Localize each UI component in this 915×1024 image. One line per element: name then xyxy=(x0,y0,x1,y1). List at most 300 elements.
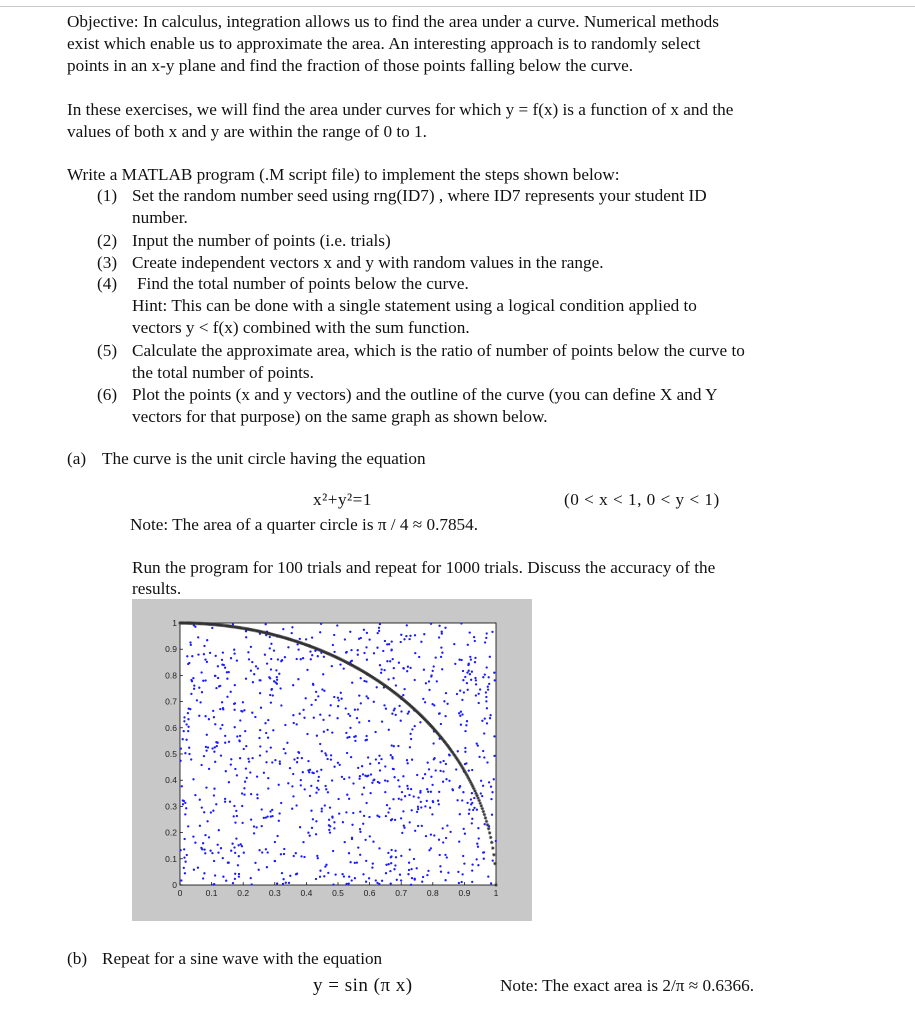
data-point xyxy=(457,750,459,752)
data-point xyxy=(292,773,294,775)
data-point xyxy=(317,788,319,790)
y-tick-label: 0.1 xyxy=(165,853,177,864)
data-point xyxy=(208,836,210,838)
data-point xyxy=(358,778,360,780)
data-point xyxy=(193,869,195,871)
data-point xyxy=(368,638,370,640)
data-point xyxy=(462,791,464,793)
data-point xyxy=(427,761,429,763)
data-point xyxy=(297,678,299,680)
data-point xyxy=(400,710,402,712)
data-point xyxy=(241,710,243,712)
data-point xyxy=(428,689,430,691)
data-point xyxy=(461,873,463,875)
data-point xyxy=(323,875,325,877)
data-point xyxy=(357,649,359,651)
data-point xyxy=(315,820,317,822)
data-point xyxy=(453,643,455,645)
data-point xyxy=(390,856,392,858)
data-point xyxy=(390,849,392,851)
data-point xyxy=(206,661,208,663)
data-point xyxy=(310,785,312,787)
data-point xyxy=(470,798,472,800)
data-point xyxy=(348,852,350,854)
data-point xyxy=(432,801,434,803)
data-point xyxy=(242,701,244,703)
data-point xyxy=(466,671,468,673)
data-point xyxy=(482,851,484,853)
data-point xyxy=(192,677,194,679)
data-point xyxy=(251,712,253,714)
data-point xyxy=(380,758,382,760)
data-point xyxy=(316,770,318,772)
data-point xyxy=(471,792,473,794)
data-point xyxy=(390,862,392,864)
data-point xyxy=(376,647,378,649)
data-point xyxy=(374,731,376,733)
x-tick-label: 0.4 xyxy=(300,888,313,898)
data-point xyxy=(352,782,354,784)
data-point xyxy=(439,865,441,867)
data-point xyxy=(287,782,289,784)
data-point xyxy=(219,685,221,687)
data-point xyxy=(359,775,361,777)
data-point xyxy=(276,679,278,681)
data-point xyxy=(213,716,215,718)
data-point xyxy=(215,655,217,657)
y-tick-label: 0.6 xyxy=(165,722,177,733)
data-point xyxy=(230,758,232,760)
data-point xyxy=(476,858,478,860)
data-point xyxy=(345,707,347,709)
data-point xyxy=(284,752,286,754)
data-point xyxy=(181,785,183,787)
data-point xyxy=(234,852,236,854)
data-point xyxy=(238,875,240,877)
data-point xyxy=(387,811,389,813)
data-point xyxy=(457,871,459,873)
data-point xyxy=(230,657,232,659)
data-point xyxy=(331,779,333,781)
data-point xyxy=(384,640,386,642)
data-point xyxy=(410,868,412,870)
data-point xyxy=(460,622,462,624)
data-point xyxy=(485,696,487,698)
data-point xyxy=(400,634,402,636)
data-point xyxy=(309,795,311,797)
data-point xyxy=(303,856,305,858)
data-point xyxy=(388,643,390,645)
data-point xyxy=(217,844,219,846)
data-point xyxy=(401,832,403,834)
data-point xyxy=(351,824,353,826)
data-point xyxy=(280,660,282,662)
data-point xyxy=(387,678,389,680)
data-point xyxy=(357,846,359,848)
x-tick-label: 0.8 xyxy=(426,888,439,898)
data-point xyxy=(199,799,201,801)
data-point xyxy=(477,864,479,866)
data-point xyxy=(310,704,312,706)
data-point xyxy=(472,809,474,811)
data-point xyxy=(239,740,241,742)
data-point xyxy=(485,691,487,693)
data-point xyxy=(250,646,252,648)
data-point xyxy=(381,880,383,882)
data-point xyxy=(250,818,252,820)
data-point xyxy=(207,746,209,748)
data-point xyxy=(238,855,240,857)
data-point xyxy=(279,763,281,765)
data-point xyxy=(348,798,350,800)
data-point xyxy=(285,882,287,884)
data-point xyxy=(280,853,282,855)
data-point xyxy=(270,643,272,645)
data-point xyxy=(293,758,295,760)
data-point xyxy=(264,654,266,656)
data-point xyxy=(301,757,303,759)
data-point xyxy=(461,713,463,715)
data-point xyxy=(487,875,489,877)
data-point xyxy=(395,684,397,686)
data-point xyxy=(220,754,222,756)
data-point xyxy=(333,821,335,823)
data-point xyxy=(388,863,390,865)
data-point xyxy=(416,811,418,813)
part-b-equation: y = sin (π x) xyxy=(313,975,413,996)
data-point xyxy=(243,748,245,750)
data-point xyxy=(324,804,326,806)
data-point xyxy=(245,636,247,638)
data-point xyxy=(324,865,326,867)
data-point xyxy=(291,808,293,810)
data-point xyxy=(474,677,476,679)
data-point xyxy=(251,757,253,759)
data-point xyxy=(289,875,291,877)
data-point xyxy=(265,761,267,763)
data-point xyxy=(493,735,495,737)
data-point xyxy=(267,737,269,739)
data-point xyxy=(309,650,311,652)
data-point xyxy=(352,812,354,814)
data-point xyxy=(234,684,236,686)
data-point xyxy=(384,765,386,767)
data-point xyxy=(428,849,430,851)
data-point xyxy=(403,638,405,640)
data-point xyxy=(297,648,299,650)
data-point xyxy=(471,818,473,820)
step-6-line-1: Plot the points (x and y vectors) and the outline of the curve (you can define X and Y xyxy=(132,385,718,404)
data-point xyxy=(373,652,375,654)
data-point xyxy=(337,697,339,699)
data-point xyxy=(212,710,214,712)
data-point xyxy=(222,876,224,878)
data-point xyxy=(256,775,258,777)
data-point xyxy=(307,760,309,762)
data-point xyxy=(214,761,216,763)
data-point xyxy=(206,734,208,736)
data-point xyxy=(312,818,314,820)
y-tick-label: 0.2 xyxy=(165,827,177,838)
data-point xyxy=(365,695,367,697)
data-point xyxy=(491,631,493,633)
data-point xyxy=(432,670,434,672)
data-point xyxy=(296,761,298,763)
data-point xyxy=(365,881,367,883)
data-point xyxy=(370,773,372,775)
data-point xyxy=(368,816,370,818)
part-a-text: The curve is the unit circle having the equation xyxy=(102,449,426,468)
data-point xyxy=(421,881,423,883)
data-point xyxy=(488,781,490,783)
data-point xyxy=(341,873,343,875)
data-point xyxy=(478,693,480,695)
data-point xyxy=(349,861,351,863)
data-point xyxy=(233,649,235,651)
data-point xyxy=(193,684,195,686)
data-point xyxy=(424,773,426,775)
data-point xyxy=(187,825,189,827)
data-point xyxy=(278,820,280,822)
data-point xyxy=(253,673,255,675)
data-point xyxy=(276,676,278,678)
data-point xyxy=(439,854,441,856)
data-point xyxy=(354,740,356,742)
data-point xyxy=(213,751,215,753)
data-point xyxy=(236,815,238,817)
data-point xyxy=(324,752,326,754)
data-point xyxy=(183,848,185,850)
data-point xyxy=(408,862,410,864)
data-point xyxy=(199,825,201,827)
data-point xyxy=(222,857,224,859)
data-point xyxy=(350,756,352,758)
data-point xyxy=(493,778,495,780)
data-point xyxy=(297,751,299,753)
data-point xyxy=(405,635,407,637)
data-point xyxy=(423,633,425,635)
data-point xyxy=(372,779,374,781)
data-point xyxy=(213,788,215,790)
data-point xyxy=(492,859,494,861)
data-point xyxy=(430,675,432,677)
data-point xyxy=(263,772,265,774)
data-point xyxy=(269,694,271,696)
data-point xyxy=(236,774,238,776)
data-point xyxy=(409,746,411,748)
data-point xyxy=(328,824,330,826)
x-tick-label: 0.3 xyxy=(268,888,281,898)
data-point xyxy=(430,847,432,849)
data-point xyxy=(393,776,395,778)
data-point xyxy=(477,846,479,848)
data-point xyxy=(315,833,317,835)
data-point xyxy=(400,879,402,881)
data-point xyxy=(348,776,350,778)
data-point xyxy=(471,869,473,871)
data-point xyxy=(368,720,370,722)
step-6-line-2: vectors for that purpose) on the same graph as shown below. xyxy=(132,407,548,426)
data-point xyxy=(245,678,247,680)
data-point xyxy=(204,679,206,681)
data-point xyxy=(237,864,239,866)
data-point xyxy=(251,883,253,885)
data-point xyxy=(482,785,484,787)
data-point xyxy=(276,835,278,837)
data-point xyxy=(379,664,381,666)
part-a-run-line-2: results. xyxy=(132,579,182,598)
x-tick-label: 0 xyxy=(177,888,183,898)
step-4-line-1: Find the total number of points below the curve. xyxy=(137,274,469,293)
data-point xyxy=(234,878,236,880)
data-point xyxy=(257,667,259,669)
data-point xyxy=(189,641,191,643)
data-point xyxy=(267,777,269,779)
data-point xyxy=(475,683,477,685)
data-point xyxy=(439,770,441,772)
data-point xyxy=(417,806,419,808)
data-point xyxy=(339,764,341,766)
data-point xyxy=(265,816,267,818)
data-point xyxy=(202,680,204,682)
data-point xyxy=(407,788,409,790)
data-point xyxy=(474,657,476,659)
data-point xyxy=(384,779,386,781)
data-point xyxy=(426,874,428,876)
data-point xyxy=(464,676,466,678)
data-point xyxy=(408,638,410,640)
step-4-line-3: vectors y < f(x) combined with the sum function. xyxy=(132,318,470,337)
data-point xyxy=(272,694,274,696)
data-point xyxy=(369,763,371,765)
data-point xyxy=(265,623,267,625)
data-point xyxy=(302,657,304,659)
data-point xyxy=(186,655,188,657)
data-point xyxy=(477,827,479,829)
data-point xyxy=(315,792,317,794)
data-point xyxy=(416,867,418,869)
data-point xyxy=(480,780,482,782)
data-point xyxy=(250,877,252,879)
data-point xyxy=(241,845,243,847)
data-point xyxy=(461,799,463,801)
data-point xyxy=(361,793,363,795)
data-point xyxy=(204,852,206,854)
data-point xyxy=(357,767,359,769)
data-point xyxy=(486,632,488,634)
data-point xyxy=(217,851,219,853)
data-point xyxy=(349,727,351,729)
data-point xyxy=(397,779,399,781)
objective-line-3: points in an x-y plane and find the fraction of those points falling below the curve. xyxy=(67,56,634,75)
data-point xyxy=(403,667,405,669)
data-point xyxy=(366,632,368,634)
data-point xyxy=(387,852,389,854)
data-point xyxy=(338,699,340,701)
data-point xyxy=(404,795,406,797)
data-point xyxy=(296,723,298,725)
data-point xyxy=(441,632,443,634)
data-point xyxy=(417,825,419,827)
data-point xyxy=(419,790,421,792)
data-point xyxy=(353,736,355,738)
data-point xyxy=(471,863,473,865)
data-point xyxy=(389,807,391,809)
step-3-number: (3) xyxy=(97,253,118,272)
data-point xyxy=(295,873,297,875)
data-point xyxy=(407,762,409,764)
data-point xyxy=(414,725,416,727)
data-point xyxy=(280,802,282,804)
data-point xyxy=(494,679,496,681)
data-point xyxy=(318,776,320,778)
data-point xyxy=(252,681,254,683)
data-point xyxy=(409,821,411,823)
data-point xyxy=(215,687,217,689)
data-point xyxy=(444,627,446,629)
data-point xyxy=(267,719,269,721)
data-point xyxy=(212,810,214,812)
data-point xyxy=(380,672,382,674)
data-point xyxy=(366,659,368,661)
data-point xyxy=(476,809,478,811)
data-point xyxy=(389,870,391,872)
data-point xyxy=(475,679,477,681)
step-1-line-2: number. xyxy=(132,208,188,227)
data-point xyxy=(206,820,208,822)
data-point xyxy=(414,679,416,681)
data-point xyxy=(367,697,369,699)
data-point xyxy=(486,707,488,709)
data-point xyxy=(305,638,307,640)
data-point xyxy=(409,667,411,669)
part-a-equation: x²+y²=1 xyxy=(313,490,372,509)
data-point xyxy=(204,715,206,717)
data-point xyxy=(340,698,342,700)
data-point xyxy=(321,808,323,810)
step-5-number: (5) xyxy=(97,341,118,360)
data-point xyxy=(420,801,422,803)
step-5-line-1: Calculate the approximate area, which is the ratio of number of points below the curve to xyxy=(132,341,745,360)
data-point xyxy=(406,670,408,672)
data-point xyxy=(317,695,319,697)
data-point xyxy=(239,735,241,737)
data-point xyxy=(473,807,475,809)
data-point xyxy=(446,703,448,705)
data-point xyxy=(227,862,229,864)
data-point xyxy=(295,804,297,806)
data-point xyxy=(328,819,330,821)
data-point xyxy=(239,719,241,721)
data-point xyxy=(224,801,226,803)
data-point xyxy=(259,729,261,731)
data-point xyxy=(361,765,363,767)
data-point xyxy=(410,738,412,740)
data-point xyxy=(342,821,344,823)
data-point xyxy=(321,810,323,812)
data-point xyxy=(460,724,462,726)
data-point xyxy=(282,883,284,885)
data-point xyxy=(222,651,224,653)
step-3-line-1: Create independent vectors x and y with random values in the range. xyxy=(132,253,604,272)
data-point xyxy=(381,720,383,722)
data-point xyxy=(413,858,415,860)
data-point xyxy=(368,877,370,879)
data-point xyxy=(344,638,346,640)
data-point xyxy=(406,759,408,761)
data-point xyxy=(199,701,201,703)
data-point xyxy=(275,669,277,671)
